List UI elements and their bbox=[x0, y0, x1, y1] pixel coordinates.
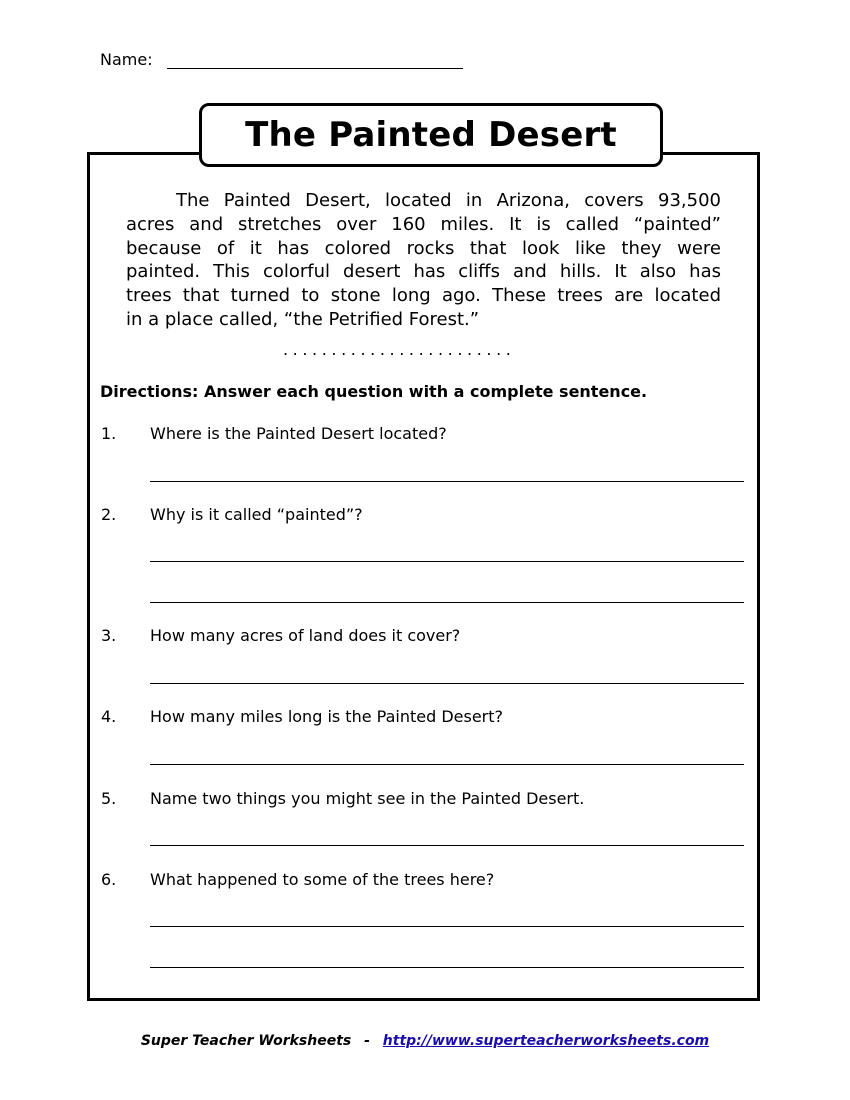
question-number: 5. bbox=[101, 789, 117, 808]
question-text: Name two things you might see in the Painted Desert. bbox=[150, 789, 585, 808]
answer-line[interactable] bbox=[150, 967, 744, 968]
name-row bbox=[100, 50, 463, 69]
name-answer-line[interactable] bbox=[167, 50, 463, 69]
passage-line: The Painted Desert, located in Arizona, covers 93,500 bbox=[176, 190, 721, 211]
worksheet-title: The Painted Desert bbox=[245, 115, 617, 155]
passage-line: trees that turned to stone long ago. These trees are located bbox=[126, 285, 721, 307]
answer-line[interactable] bbox=[150, 926, 744, 927]
answer-line[interactable] bbox=[150, 764, 744, 765]
answer-line[interactable] bbox=[150, 481, 744, 482]
passage-line: because of it has colored rocks that look like they were bbox=[126, 237, 721, 259]
title-box bbox=[199, 103, 663, 167]
name-label: Name: bbox=[100, 50, 153, 69]
question-number: 4. bbox=[101, 707, 117, 726]
footer bbox=[0, 1033, 850, 1049]
footer-brand: Super Teacher Worksheets bbox=[140, 1033, 352, 1049]
question-text: How many acres of land does it cover? bbox=[150, 626, 461, 645]
directions-text: Directions: Answer each question with a complete sentence. bbox=[100, 382, 648, 401]
question-number: 6. bbox=[101, 870, 117, 889]
footer-link[interactable]: http://www.superteacherworksheets.com bbox=[382, 1033, 710, 1049]
passage-line: painted. This colorful desert has cliffs and hills. It also has bbox=[126, 261, 721, 283]
answer-line[interactable] bbox=[150, 683, 744, 684]
question-text: What happened to some of the trees here? bbox=[150, 870, 495, 889]
question-text: Where is the Painted Desert located? bbox=[150, 424, 447, 443]
question-text: Why is it called “painted”? bbox=[150, 505, 363, 524]
passage-line: acres and stretches over 160 miles. It is called “painted” bbox=[126, 213, 721, 235]
passage-line: in a place called, “the Petrified Forest.” bbox=[126, 308, 480, 330]
answer-line[interactable] bbox=[150, 845, 744, 846]
answer-line[interactable] bbox=[150, 602, 744, 603]
question-number: 1. bbox=[101, 424, 117, 443]
question-number: 3. bbox=[101, 626, 117, 645]
footer-separator: - bbox=[364, 1033, 370, 1049]
question-text: How many miles long is the Painted Desert? bbox=[150, 707, 504, 726]
reading-passage bbox=[126, 189, 721, 332]
question-number: 2. bbox=[101, 505, 117, 524]
answer-line[interactable] bbox=[150, 561, 744, 562]
dotted-separator: ........................ bbox=[283, 340, 516, 359]
